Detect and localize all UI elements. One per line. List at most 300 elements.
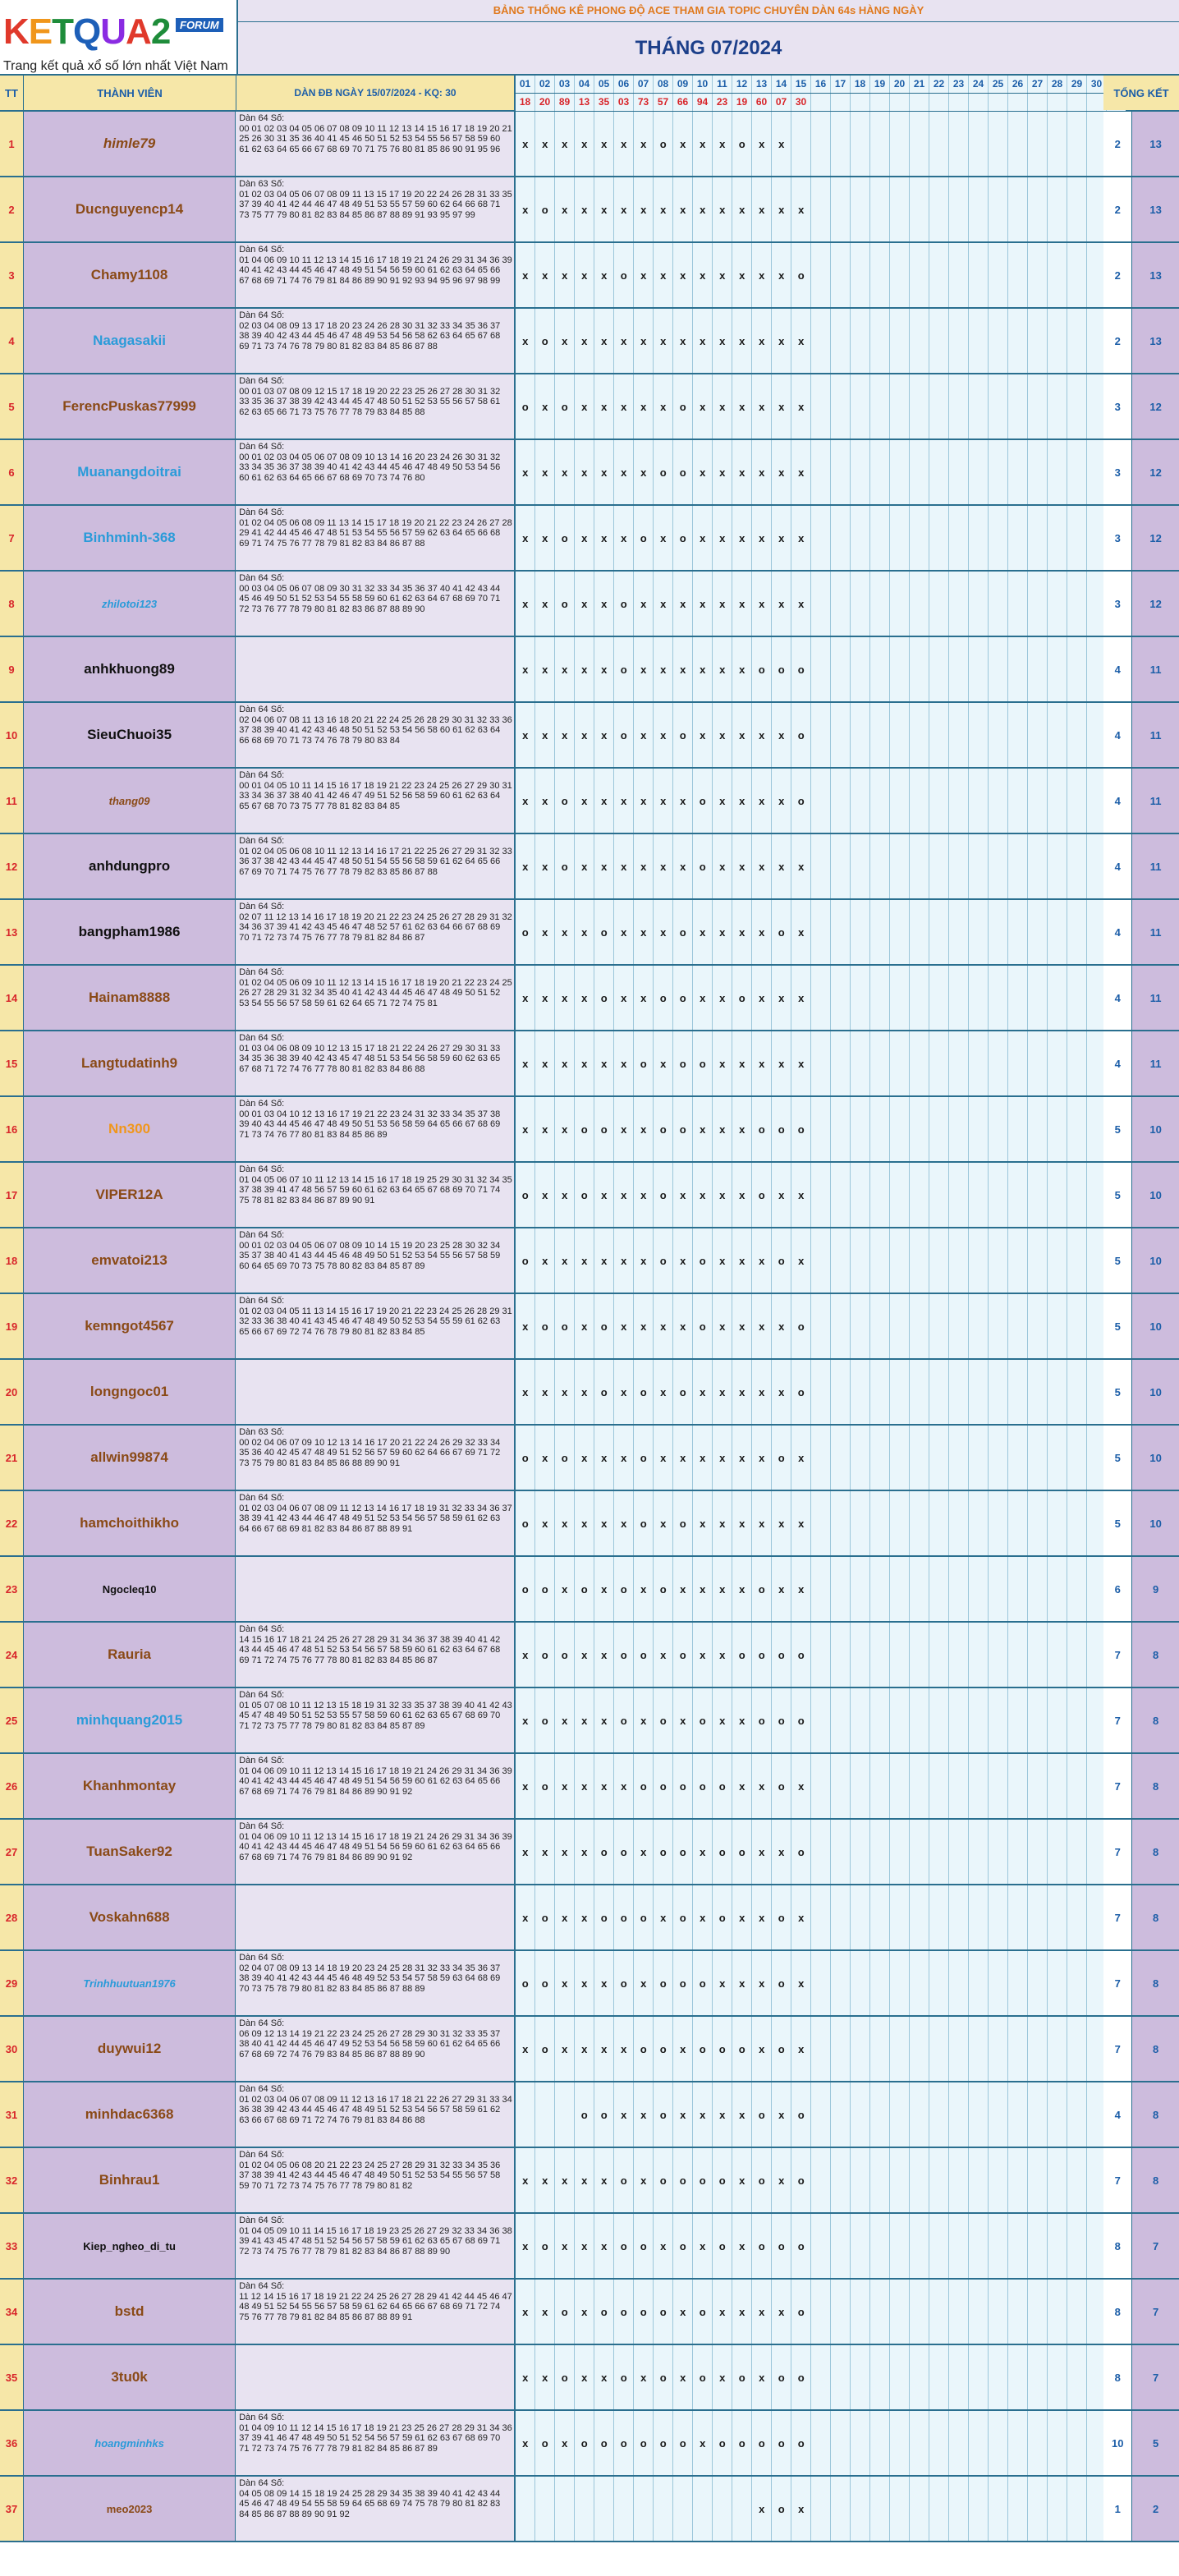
day-mark: x xyxy=(772,2280,791,2344)
day-mark: x xyxy=(673,572,693,636)
day-mark xyxy=(851,900,870,964)
day-mark: x xyxy=(713,834,732,898)
day-mark: x xyxy=(594,177,614,241)
member-name[interactable]: FerencPuskas77999 xyxy=(24,374,236,439)
day-mark xyxy=(831,2280,851,2344)
day-mark: o xyxy=(535,2017,555,2081)
day-mark xyxy=(949,1228,969,1293)
row-number: 27 xyxy=(0,1820,24,1884)
day-mark: x xyxy=(732,834,752,898)
win-count: 3 xyxy=(1103,374,1132,439)
table-row xyxy=(0,834,1179,900)
day-mark xyxy=(910,1163,929,1227)
member-name[interactable]: himle79 xyxy=(24,112,236,176)
day-mark xyxy=(1028,440,1048,504)
day-mark xyxy=(1008,1623,1028,1687)
day-mark xyxy=(831,1820,851,1884)
day-mark xyxy=(851,966,870,1030)
day-mark xyxy=(831,1228,851,1293)
member-name[interactable]: Ducnguyencp14 xyxy=(24,177,236,241)
member-name[interactable]: longngoc01 xyxy=(24,1360,236,1424)
win-count: 5 xyxy=(1103,1360,1132,1424)
day-mark: x xyxy=(614,374,634,439)
day-mark xyxy=(969,1885,989,1949)
win-count: 7 xyxy=(1103,1885,1132,1949)
member-name[interactable]: thang09 xyxy=(24,769,236,833)
day-mark: o xyxy=(732,2411,752,2475)
member-name[interactable]: Ngocleq10 xyxy=(24,1557,236,1621)
day-mark: x xyxy=(516,243,535,307)
member-name[interactable]: kemngot4567 xyxy=(24,1294,236,1358)
dan-numbers xyxy=(236,243,516,307)
day-mark xyxy=(910,440,929,504)
day-mark: x xyxy=(516,1097,535,1161)
day-mark: x xyxy=(732,1951,752,2015)
day-mark: x xyxy=(575,834,594,898)
day-mark: x xyxy=(752,309,772,373)
win-count: 5 xyxy=(1103,1426,1132,1490)
member-name[interactable]: duywui12 xyxy=(24,2017,236,2081)
day-mark: x xyxy=(614,177,634,241)
day-mark: x xyxy=(713,1491,732,1555)
day-mark xyxy=(890,900,910,964)
total-score: 2 xyxy=(1132,2477,1179,2541)
day-mark: x xyxy=(693,440,713,504)
day-mark xyxy=(890,966,910,1030)
day-mark: x xyxy=(614,440,634,504)
row-number: 37 xyxy=(0,2477,24,2541)
day-mark: x xyxy=(772,2082,791,2147)
day-mark: x xyxy=(752,900,772,964)
day-mark: x xyxy=(575,1885,594,1949)
day-mark: o xyxy=(673,1754,693,1818)
day-mark xyxy=(989,1754,1008,1818)
day-mark: x xyxy=(516,1820,535,1884)
day-mark: o xyxy=(614,1951,634,2015)
day-mark xyxy=(910,2477,929,2541)
row-number: 6 xyxy=(0,440,24,504)
day-mark: x xyxy=(752,177,772,241)
title-box xyxy=(238,0,1179,74)
day-mark xyxy=(851,2280,870,2344)
day-mark xyxy=(890,2345,910,2409)
day-mark: x xyxy=(693,1163,713,1227)
day-mark: o xyxy=(634,1426,654,1490)
day-mark: x xyxy=(516,1623,535,1687)
day-mark: x xyxy=(693,1820,713,1884)
day-mark xyxy=(831,2214,851,2278)
day-mark: o xyxy=(654,2280,673,2344)
day-mark xyxy=(1067,2280,1087,2344)
day-mark: o xyxy=(516,1426,535,1490)
table-row xyxy=(0,1426,1179,1491)
day-mark: o xyxy=(634,2017,654,2081)
day-mark xyxy=(1028,1754,1048,1818)
day-mark xyxy=(1048,2411,1067,2475)
member-name[interactable]: SieuChuoi35 xyxy=(24,703,236,767)
day-mark xyxy=(989,1951,1008,2015)
member-name[interactable]: Naagasakii xyxy=(24,309,236,373)
dan-title: Dàn 63 Số: xyxy=(239,1427,285,1437)
day-mark: x xyxy=(791,834,811,898)
row-number: 28 xyxy=(0,1885,24,1949)
win-count: 5 xyxy=(1103,1228,1132,1293)
day-mark xyxy=(555,2477,575,2541)
member-name[interactable]: 3tu0k xyxy=(24,2345,236,2409)
member-name[interactable]: VIPER12A xyxy=(24,1163,236,1227)
member-name[interactable]: anhkhuong89 xyxy=(24,637,236,701)
member-name[interactable]: Hainam8888 xyxy=(24,966,236,1030)
day-mark: x xyxy=(752,2280,772,2344)
dan-title: Dàn 64 Số: xyxy=(239,1493,285,1503)
total-score: 13 xyxy=(1132,177,1179,241)
day-mark xyxy=(929,2280,949,2344)
day-mark xyxy=(811,703,831,767)
dan-title: Dàn 64 Số: xyxy=(239,1821,285,1831)
day-result: 73 xyxy=(634,94,654,111)
day-mark xyxy=(1028,243,1048,307)
day-mark xyxy=(949,177,969,241)
day-mark xyxy=(1067,506,1087,570)
total-score: 8 xyxy=(1132,2017,1179,2081)
day-marks xyxy=(516,1820,1103,1884)
day-mark: x xyxy=(732,1097,752,1161)
table-row xyxy=(0,2280,1179,2345)
day-mark xyxy=(870,769,890,833)
day-mark: o xyxy=(732,1623,752,1687)
table-row xyxy=(0,1360,1179,1426)
day-mark: x xyxy=(654,374,673,439)
day-mark: o xyxy=(673,506,693,570)
member-name[interactable]: Muanangdoitrai xyxy=(24,440,236,504)
day-mark: x xyxy=(614,1031,634,1095)
day-mark xyxy=(969,2214,989,2278)
day-mark: o xyxy=(713,1754,732,1818)
day-mark xyxy=(910,703,929,767)
member-name[interactable]: Nn300 xyxy=(24,1097,236,1161)
day-mark xyxy=(1008,900,1028,964)
day-mark: x xyxy=(732,440,752,504)
day-mark: o xyxy=(594,1885,614,1949)
day-mark xyxy=(929,1557,949,1621)
day-mark: x xyxy=(732,769,752,833)
day-mark: x xyxy=(634,572,654,636)
day-mark: x xyxy=(516,2411,535,2475)
day-mark: x xyxy=(732,243,752,307)
day-mark xyxy=(1008,1491,1028,1555)
day-mark xyxy=(851,2148,870,2212)
day-mark: x xyxy=(634,2082,654,2147)
day-mark xyxy=(811,374,831,439)
dan-body: 01 02 03 04 05 11 13 14 15 16 17 19 20 21 22 23 24 25 26 28 29 31 32 33 36 38 40 41 43 45 46 47 48 49 50 52 53 54 55 59 61 62 63 65 66 67 69 72 74 76 78 79 80 81 82 83 84 85 xyxy=(239,1306,512,1337)
day-mark: x xyxy=(732,1885,752,1949)
day-marks xyxy=(516,1557,1103,1621)
day-mark: x xyxy=(713,2082,732,2147)
day-mark: x xyxy=(673,243,693,307)
day-mark xyxy=(989,2280,1008,2344)
day-mark: x xyxy=(673,1426,693,1490)
day-mark: x xyxy=(594,2214,614,2278)
day-mark: x xyxy=(575,2345,594,2409)
day-mark xyxy=(1048,2148,1067,2212)
day-mark xyxy=(1028,1951,1048,2015)
day-mark xyxy=(1028,637,1048,701)
day-mark xyxy=(1008,440,1028,504)
day-mark xyxy=(1067,1294,1087,1358)
day-mark: x xyxy=(516,637,535,701)
day-mark xyxy=(1067,1426,1087,1490)
dan-title: Dàn 64 Số: xyxy=(239,2281,285,2291)
total-score: 12 xyxy=(1132,572,1179,636)
day-mark: o xyxy=(575,1097,594,1161)
day-mark: x xyxy=(535,572,555,636)
day-mark: x xyxy=(654,506,673,570)
day-mark: o xyxy=(535,1754,555,1818)
day-mark: x xyxy=(634,1557,654,1621)
member-name[interactable]: hoangminhks xyxy=(24,2411,236,2475)
day-mark: x xyxy=(772,1163,791,1227)
day-mark xyxy=(811,1623,831,1687)
day-mark xyxy=(929,1163,949,1227)
dan-body: 01 02 04 05 06 08 10 11 12 13 14 16 17 21 22 25 26 27 29 31 32 33 36 37 38 42 43 44 45 47 48 50 51 54 55 56 58 59 61 62 64 65 66 67 69 70 71 74 75 76 77 78 79 82 83 85 86 87 88 xyxy=(239,846,512,877)
day-mark xyxy=(989,1623,1008,1687)
day-mark xyxy=(1008,703,1028,767)
member-name[interactable]: Rauria xyxy=(24,1623,236,1687)
day-mark xyxy=(989,1820,1008,1884)
day-mark: x xyxy=(752,572,772,636)
win-count: 4 xyxy=(1103,900,1132,964)
day-mark: x xyxy=(594,506,614,570)
day-mark: x xyxy=(594,1491,614,1555)
day-mark: x xyxy=(752,374,772,439)
day-mark: x xyxy=(516,1885,535,1949)
day-mark xyxy=(831,1557,851,1621)
day-mark xyxy=(949,1097,969,1161)
day-mark xyxy=(989,1557,1008,1621)
day-result xyxy=(1067,94,1087,111)
win-count: 5 xyxy=(1103,1294,1132,1358)
day-number: 20 xyxy=(890,76,910,93)
day-mark: o xyxy=(634,1031,654,1095)
day-mark xyxy=(929,703,949,767)
member-name[interactable]: allwin99874 xyxy=(24,1426,236,1490)
day-mark xyxy=(969,1623,989,1687)
day-mark: o xyxy=(752,1623,772,1687)
day-mark xyxy=(929,1951,949,2015)
day-mark: x xyxy=(535,769,555,833)
day-mark: x xyxy=(594,2148,614,2212)
win-count: 5 xyxy=(1103,1491,1132,1555)
day-mark: o xyxy=(614,1688,634,1752)
dan-title: Dàn 64 Số: xyxy=(239,442,285,452)
day-mark xyxy=(831,1294,851,1358)
day-mark: x xyxy=(535,1163,555,1227)
day-mark: x xyxy=(594,1688,614,1752)
day-mark: o xyxy=(693,834,713,898)
day-mark: x xyxy=(555,1754,575,1818)
day-mark: o xyxy=(614,637,634,701)
day-mark: x xyxy=(654,1491,673,1555)
dan-body: 00 01 02 03 04 05 06 07 08 09 10 13 14 16 20 23 24 26 30 31 32 33 34 35 36 37 38 39 40 41 42 43 44 45 46 47 48 49 50 53 54 56 60 61 62 63 64 65 66 67 68 69 70 73 74 76 80 xyxy=(239,452,501,483)
day-mark: o xyxy=(791,1294,811,1358)
day-result: 89 xyxy=(555,94,575,111)
day-mark xyxy=(969,637,989,701)
day-mark xyxy=(516,2477,535,2541)
day-mark xyxy=(1008,1754,1028,1818)
day-mark xyxy=(890,2082,910,2147)
day-mark xyxy=(870,966,890,1030)
day-mark xyxy=(851,1820,870,1884)
day-mark: x xyxy=(575,440,594,504)
day-mark xyxy=(949,506,969,570)
member-name[interactable]: Kiep_ngheo_di_tu xyxy=(24,2214,236,2278)
day-mark: x xyxy=(791,1031,811,1095)
row-number: 10 xyxy=(0,703,24,767)
day-mark xyxy=(1008,1360,1028,1424)
table-row xyxy=(0,2082,1179,2148)
member-name[interactable]: Chamy1108 xyxy=(24,243,236,307)
day-mark: o xyxy=(673,1097,693,1161)
day-mark: x xyxy=(594,1754,614,1818)
day-mark xyxy=(910,1951,929,2015)
day-mark: x xyxy=(575,1820,594,1884)
day-mark: o xyxy=(555,769,575,833)
col-member: THÀNH VIÊN xyxy=(24,76,236,110)
day-mark: o xyxy=(752,1163,772,1227)
dan-body: 00 03 04 05 06 07 08 09 30 31 32 33 34 35 36 37 40 41 42 43 44 45 46 49 50 51 52 53 54 55 58 59 60 61 62 63 64 67 68 69 70 71 72 73 76 77 78 79 80 81 82 83 86 87 88 89 90 xyxy=(239,583,501,614)
day-marks xyxy=(516,1491,1103,1555)
dan-numbers xyxy=(236,2345,516,2409)
win-count: 4 xyxy=(1103,703,1132,767)
member-name[interactable]: Langtudatinh9 xyxy=(24,1031,236,1095)
dan-body: 02 04 07 08 09 13 14 18 19 20 23 24 25 28 31 32 33 34 35 36 37 38 39 40 41 42 43 44 45 46 48 49 52 53 54 57 58 59 63 64 68 69 70 73 75 78 79 80 81 82 83 84 85 86 87 88 89 xyxy=(239,1963,501,1994)
dan-numbers xyxy=(236,1491,516,1555)
table-row xyxy=(0,309,1179,374)
member-name[interactable]: minhdac6368 xyxy=(24,2082,236,2147)
day-mark: x xyxy=(791,2017,811,2081)
day-mark xyxy=(851,2214,870,2278)
day-mark xyxy=(1028,2411,1048,2475)
day-mark xyxy=(949,1688,969,1752)
day-mark xyxy=(870,309,890,373)
row-number: 4 xyxy=(0,309,24,373)
day-mark: o xyxy=(516,374,535,439)
member-name[interactable]: Voskahn688 xyxy=(24,1885,236,1949)
day-mark xyxy=(929,1820,949,1884)
day-mark xyxy=(929,1031,949,1095)
dan-numbers xyxy=(236,1031,516,1095)
member-name[interactable]: minhquang2015 xyxy=(24,1688,236,1752)
win-count: 5 xyxy=(1103,1097,1132,1161)
dan-body: 01 03 04 06 08 09 10 12 13 15 17 18 21 22 24 26 27 29 30 31 33 34 35 36 38 39 40 42 43 45 47 48 51 53 54 56 58 59 60 62 63 65 67 68 71 72 74 76 77 78 80 81 82 83 84 86 88 xyxy=(239,1043,501,1074)
day-mark: x xyxy=(752,834,772,898)
day-mark: o xyxy=(634,2280,654,2344)
day-result: 94 xyxy=(693,94,713,111)
day-mark xyxy=(890,112,910,176)
day-mark xyxy=(910,374,929,439)
day-mark xyxy=(851,177,870,241)
col-dan: DÀN ĐB NGÀY 15/07/2024 - KQ: 30 xyxy=(236,76,516,110)
day-mark xyxy=(1067,2148,1087,2212)
day-mark xyxy=(910,1294,929,1358)
day-mark: x xyxy=(713,243,732,307)
day-mark: o xyxy=(654,1163,673,1227)
day-mark: x xyxy=(713,637,732,701)
day-mark: x xyxy=(555,900,575,964)
day-mark: x xyxy=(535,2345,555,2409)
member-name[interactable]: anhdungpro xyxy=(24,834,236,898)
member-name[interactable]: TuanSaker92 xyxy=(24,1820,236,1884)
member-name[interactable]: bstd xyxy=(24,2280,236,2344)
day-number: 13 xyxy=(752,76,772,93)
win-count: 4 xyxy=(1103,834,1132,898)
day-mark: x xyxy=(535,834,555,898)
day-mark xyxy=(811,1754,831,1818)
member-name[interactable]: Khanhmontay xyxy=(24,1754,236,1818)
day-mark xyxy=(910,2280,929,2344)
member-name[interactable]: Binhrau1 xyxy=(24,2148,236,2212)
day-mark xyxy=(989,177,1008,241)
day-mark: x xyxy=(614,1426,634,1490)
row-number: 2 xyxy=(0,177,24,241)
site-logo[interactable] xyxy=(0,0,238,74)
day-result: 03 xyxy=(614,94,634,111)
day-mark xyxy=(831,1031,851,1095)
day-mark xyxy=(969,1491,989,1555)
member-name[interactable]: meo2023 xyxy=(24,2477,236,2541)
day-mark xyxy=(851,1426,870,1490)
member-name[interactable]: Trinhhuutuan1976 xyxy=(24,1951,236,2015)
day-mark xyxy=(989,703,1008,767)
day-mark xyxy=(1008,2148,1028,2212)
day-mark: o xyxy=(791,637,811,701)
day-mark xyxy=(910,900,929,964)
day-mark xyxy=(870,374,890,439)
day-marks xyxy=(516,309,1103,373)
day-mark: x xyxy=(594,309,614,373)
day-mark: x xyxy=(693,966,713,1030)
day-mark xyxy=(831,2477,851,2541)
day-mark: x xyxy=(634,243,654,307)
dan-numbers xyxy=(236,2017,516,2081)
dan-body: 00 01 03 07 08 09 12 15 17 18 19 20 22 23 25 26 27 28 30 31 32 33 35 36 37 38 39 42 43 44 45 47 48 50 51 52 53 55 56 57 58 61 62 63 65 66 71 73 75 76 77 78 79 83 84 85 88 xyxy=(239,386,501,417)
dan-title: Dàn 64 Số: xyxy=(239,2018,285,2028)
day-mark xyxy=(1048,112,1067,176)
win-count: 2 xyxy=(1103,309,1132,373)
day-mark xyxy=(831,1623,851,1687)
day-mark: x xyxy=(594,2017,614,2081)
member-name[interactable]: bangpham1986 xyxy=(24,900,236,964)
dan-body: 01 04 09 10 11 12 14 15 16 17 18 19 21 23 25 26 27 28 29 31 34 36 37 39 41 46 47 48 49 50 51 52 54 56 57 59 61 62 63 67 68 69 70 71 72 73 74 75 76 77 78 79 81 82 84 85 86 87 89 xyxy=(239,2422,512,2454)
day-mark xyxy=(1028,1885,1048,1949)
member-name[interactable]: Binhminh-368 xyxy=(24,506,236,570)
day-mark xyxy=(949,2411,969,2475)
total-score: 10 xyxy=(1132,1491,1179,1555)
member-name[interactable]: hamchoithikho xyxy=(24,1491,236,1555)
day-mark: x xyxy=(634,2345,654,2409)
day-mark xyxy=(1067,440,1087,504)
day-number: 28 xyxy=(1048,76,1067,93)
member-name[interactable]: emvatoi213 xyxy=(24,1228,236,1293)
member-name[interactable]: zhilotoi123 xyxy=(24,572,236,636)
day-mark xyxy=(1048,1163,1067,1227)
day-mark: o xyxy=(772,2214,791,2278)
day-mark: x xyxy=(791,1163,811,1227)
day-mark: x xyxy=(634,2148,654,2212)
day-mark: o xyxy=(673,1031,693,1095)
day-mark: o xyxy=(791,703,811,767)
day-mark xyxy=(1048,2082,1067,2147)
